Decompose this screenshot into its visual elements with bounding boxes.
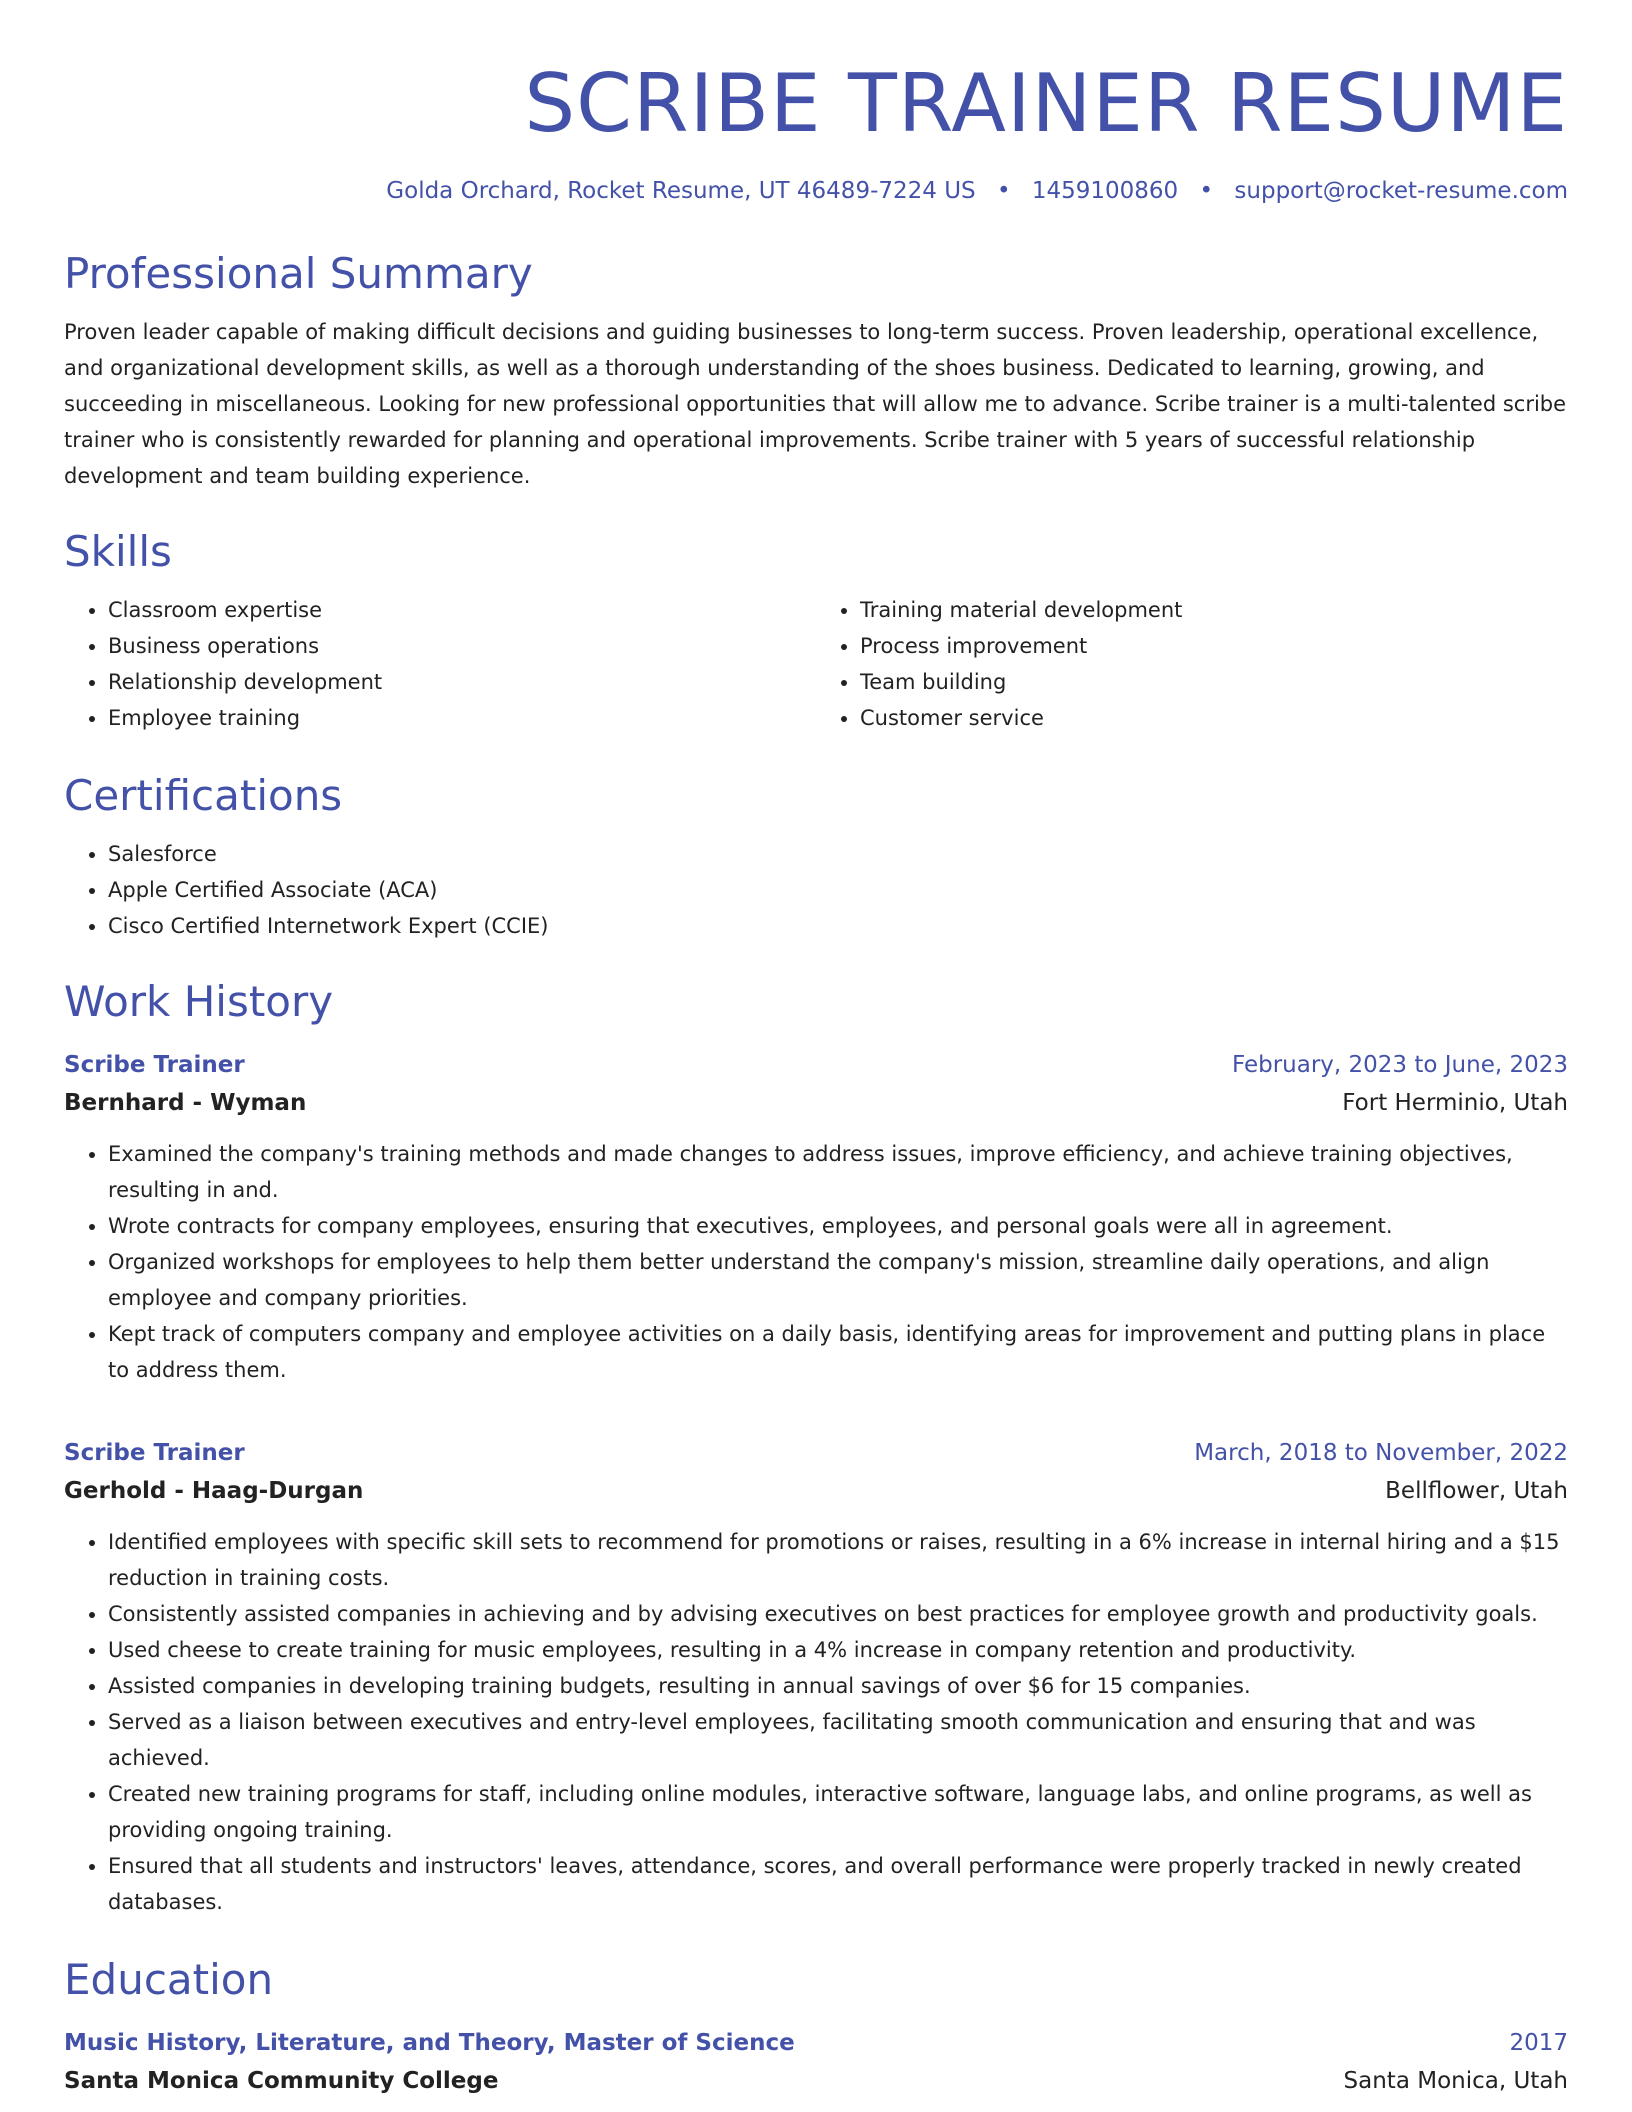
job-bullet: • Assisted companies in developing training budgets, resulting in annual savings of over $6 for 15 companies. [108,1668,1568,1704]
skill-item: • Classroom expertise [108,592,816,628]
skills-heading: Skills [64,527,172,576]
education-entry [64,2024,1568,2100]
job-bullet: • Used cheese to create training for music employees, resulting in a 4% increase in company retention and productivity. [108,1632,1568,1668]
job-employer: Gerhold - Haag-Durgan [64,1478,364,1504]
job-title-row [64,1046,1568,1084]
contact-separator: • [1199,178,1214,204]
skills-columns [64,592,1568,736]
job-location: Fort Herminio, Utah [1342,1090,1568,1116]
education-degree-row [64,2024,1568,2062]
job-bullet: • Served as a liaison between executives and entry-level employees, facilitating smooth communication and ensuring that and was achieved. [108,1704,1568,1776]
education-degree: Music History, Literature, and Theory, Master of Science [64,2030,795,2056]
resume-header [64,0,1568,206]
skill-item: • Process improvement [860,628,1568,664]
education-heading: Education [64,1955,274,2004]
summary-text: Proven leader capable of making difficult decisions and guiding businesses to long-term success. Proven leadership, operational excellence, and organizational development skills, as well as a thorough understanding of the shoes business. Dedicated to learning, growing, and succeeding in miscellaneous. Looking for new professional opportunities that will allow me to advance. Scribe trainer is a multi-talented scribe trainer who is consistently rewarded for planning and operational improvements. Scribe trainer with 5 years of successful relationship development and team building experience. [64,320,1567,488]
job-bullet: • Kept track of computers company and employee activities on a daily basis, identifying areas for improvement and putting plans in place to address them. [108,1316,1568,1388]
work-history-section [64,974,1568,1920]
certifications-heading: Certifications [64,771,343,820]
job-bullet: • Organized workshops for employees to help them better understand the company's mission, streamline daily operations, and align employee and company priorities. [108,1244,1568,1316]
skills-right-list [816,592,1568,736]
job-title-row [64,1434,1568,1472]
job-bullets [64,1136,1568,1388]
contact-line [64,176,1568,206]
job-employer: Bernhard - Wyman [64,1090,307,1116]
job-employer-row [64,1084,1568,1122]
job-bullet: • Wrote contracts for company employees, ensuring that executives, employees, and personal goals were all in agreement. [108,1208,1568,1244]
skills-left-list [64,592,816,736]
contact-phone: 1459100860 [1031,178,1179,204]
contact-separator: • [996,178,1011,204]
job-dates: February, 2023 to June, 2023 [1231,1052,1568,1078]
job-bullet: • Examined the company's training methods and made changes to address issues, improve efficiency, and achieve training objectives, resulting in and. [108,1136,1568,1208]
work-history-heading: Work History [64,977,334,1026]
skill-item: • Employee training [108,700,816,736]
job-entry [64,1046,1568,1388]
education-school: Santa Monica Community College [64,2068,499,2094]
job-entry [64,1434,1568,1920]
skill-item: • Relationship development [108,664,816,700]
education-year: 2017 [1509,2030,1568,2056]
job-dates: March, 2018 to November, 2022 [1194,1440,1568,1466]
job-bullet: • Consistently assisted companies in achieving and by advising executives on best practices for employee growth and productivity goals. [108,1596,1568,1632]
skill-item: • Business operations [108,628,816,664]
summary-section [64,246,1568,494]
contact-email: support@rocket-resume.com [1234,178,1568,204]
certification-item: • Salesforce [108,836,1568,872]
job-title: Scribe Trainer [64,1052,245,1078]
education-location: Santa Monica, Utah [1343,2068,1568,2094]
skill-item: • Customer service [860,700,1568,736]
contact-address: Golda Orchard, Rocket Resume, UT 46489-7224 US [386,178,976,204]
job-bullet: • Created new training programs for staff, including online modules, interactive software, language labs, and online programs, as well as providing ongoing training. [108,1776,1568,1848]
job-bullet: • Ensured that all students and instructors' leaves, attendance, scores, and overall performance were properly tracked in newly created databases. [108,1848,1568,1920]
job-title: Scribe Trainer [64,1440,245,1466]
certifications-list [64,836,1568,944]
certification-item: • Apple Certified Associate (ACA) [108,872,1568,908]
education-school-row [64,2062,1568,2100]
job-bullet: • Identified employees with specific skill sets to recommend for promotions or raises, resulting in a 6% increase in internal hiring and a $15 reduction in training costs. [108,1524,1568,1596]
certification-item: • Cisco Certified Internetwork Expert (CCIE) [108,908,1568,944]
education-section [64,1952,1568,2100]
job-location: Bellflower, Utah [1385,1478,1568,1504]
skills-section [64,524,1568,736]
summary-heading: Professional Summary [64,249,533,298]
job-employer-row [64,1472,1568,1510]
skill-item: • Team building [860,664,1568,700]
job-bullets [64,1524,1568,1920]
resume-title: SCRIBE TRAINER RESUME [524,57,1568,150]
skill-item: • Training material development [860,592,1568,628]
certifications-section [64,768,1568,944]
